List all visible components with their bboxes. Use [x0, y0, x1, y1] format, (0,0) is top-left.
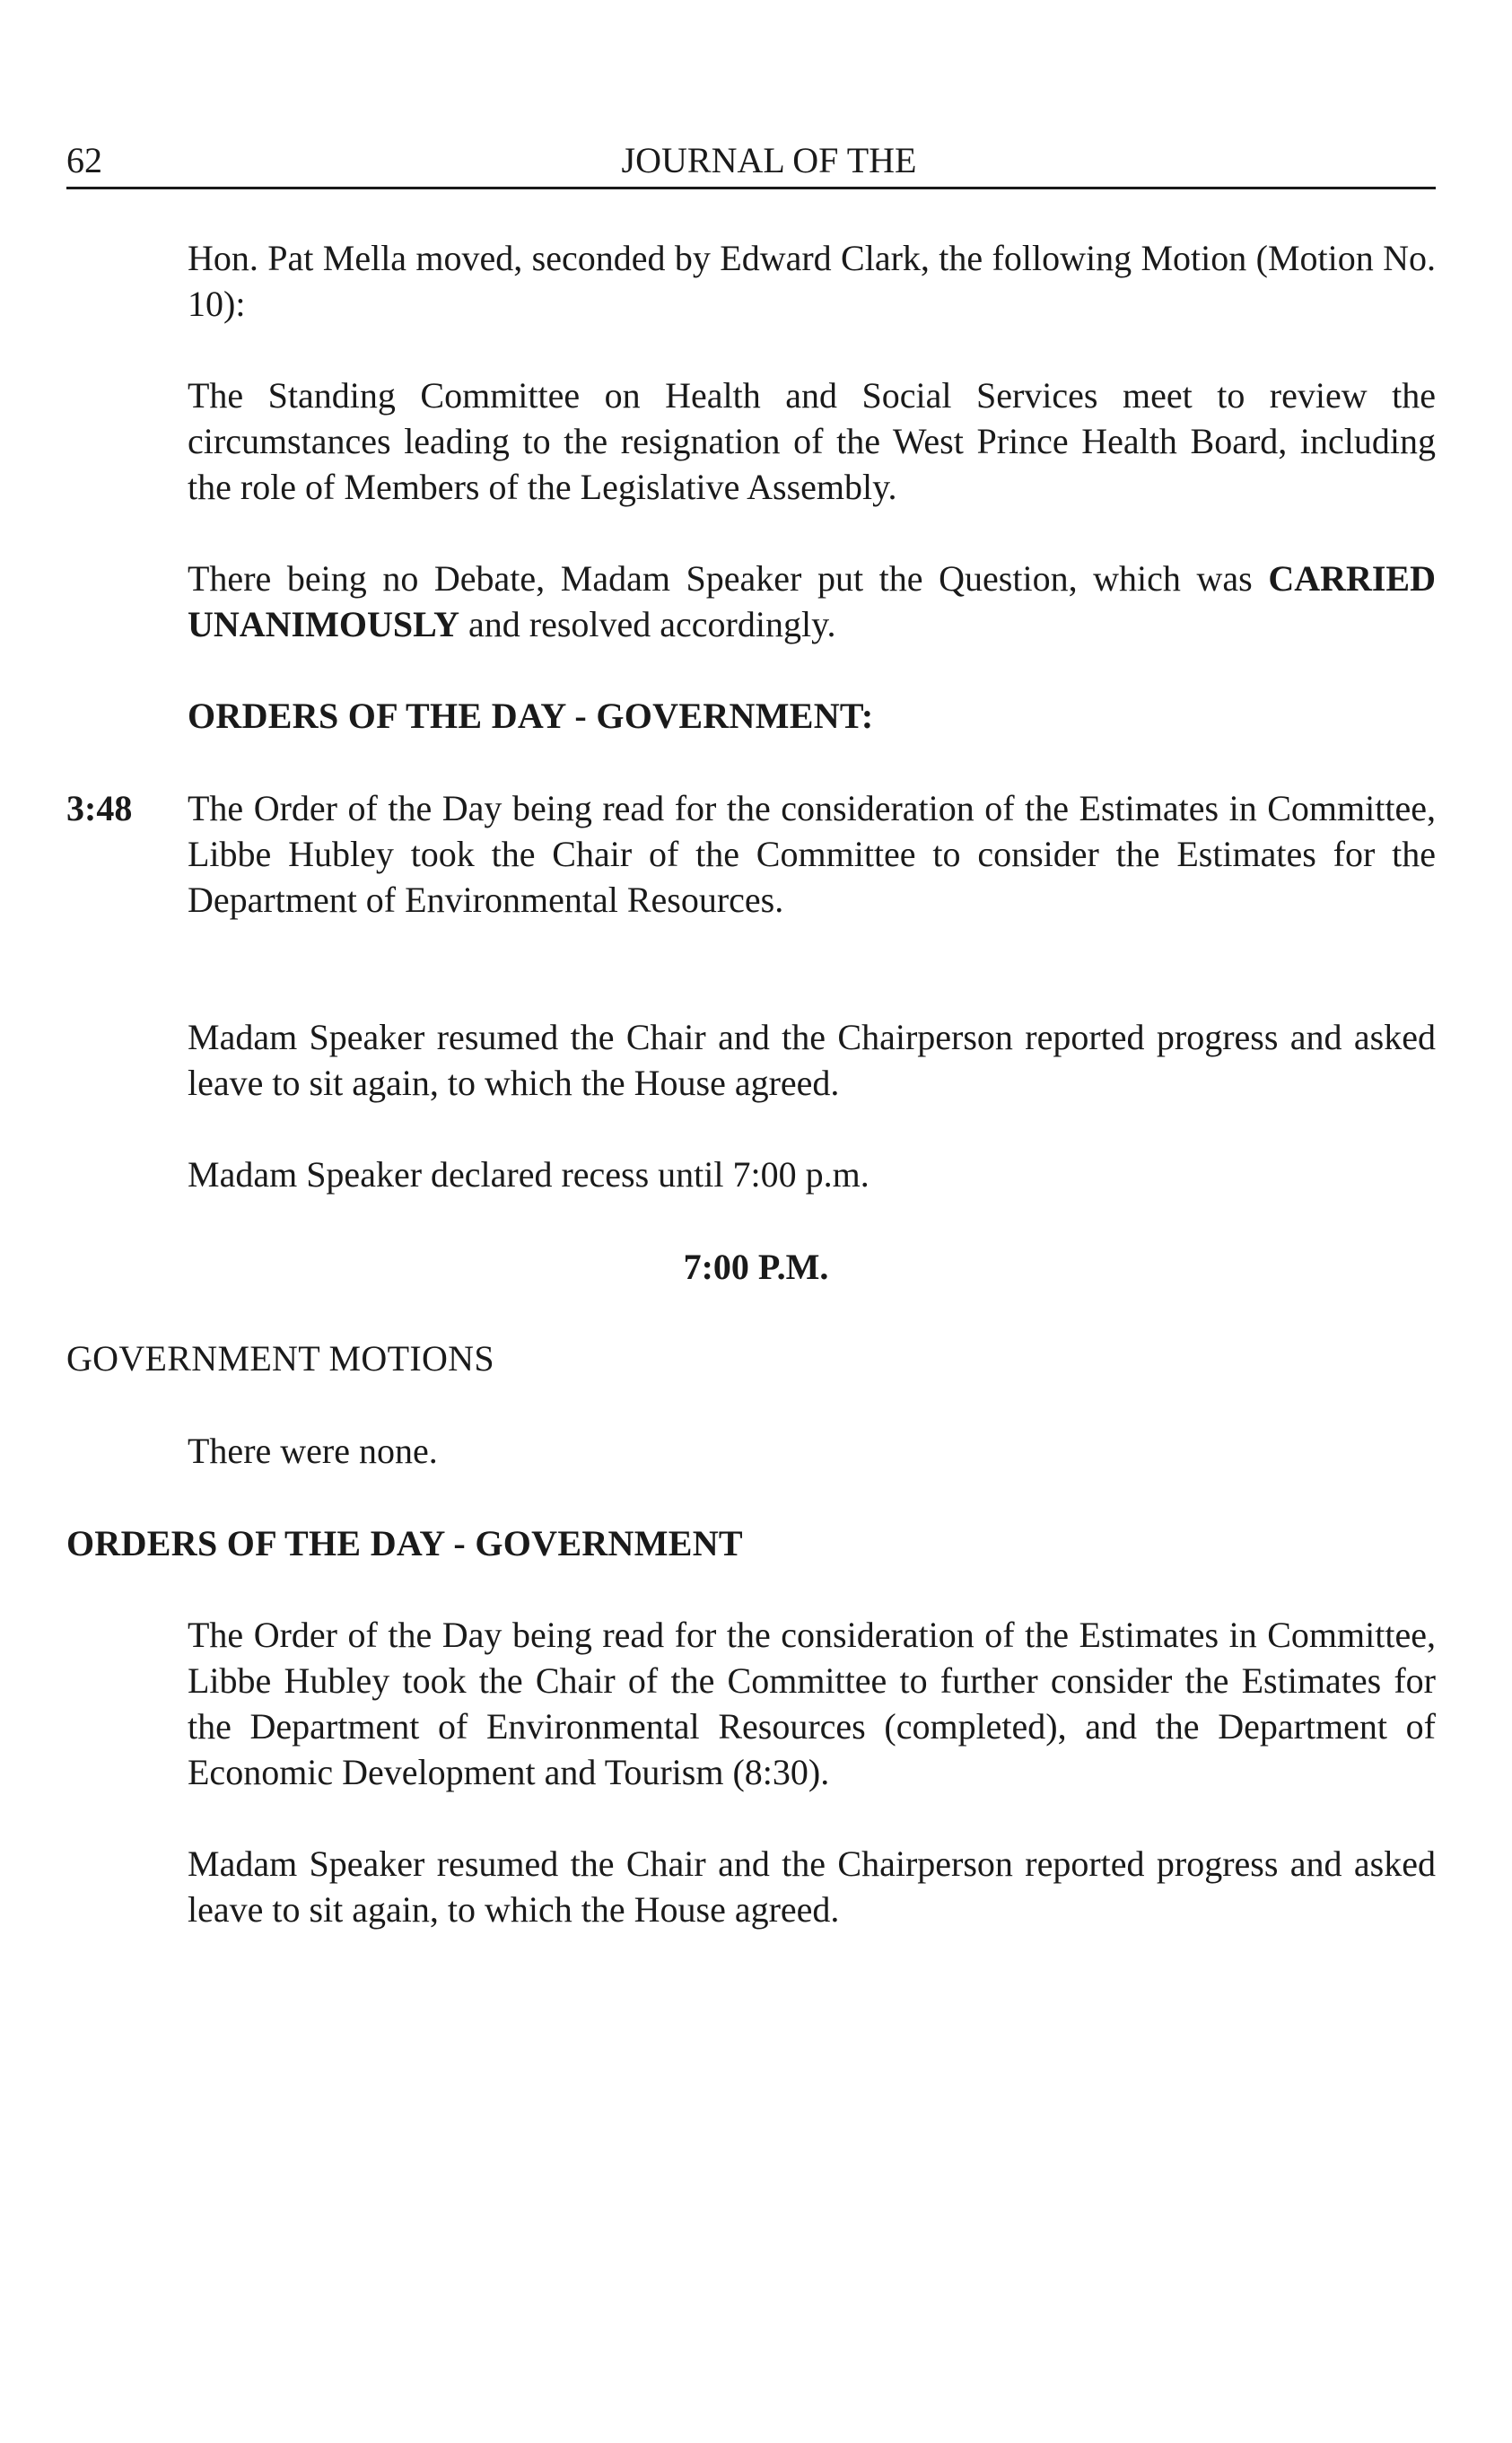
- orders-heading-1: ORDERS OF THE DAY - GOVERNMENT:: [188, 696, 874, 736]
- government-motions-text: There were none.: [188, 1431, 438, 1471]
- orders-text-1: The Order of the Day being read for the consideration of the Estimates in Committee, Libbe Hubley took the Chair of the Committee to consider the Estimates for the Department of Environmental Resources.: [188, 788, 1436, 920]
- recess-text: Madam Speaker declared recess until 7:00 p.m.: [188, 1154, 870, 1195]
- motion-result-emphasis: CARRIED UNANIMOUSLY: [188, 558, 1436, 644]
- running-title: JOURNAL OF THE: [621, 140, 917, 180]
- resumed-text-1: Madam Speaker resumed the Chair and the Chairperson reported progress and asked leave to sit again, to which the House agreed.: [188, 1017, 1436, 1103]
- motion-result-after: and resolved accordingly.: [459, 604, 836, 644]
- motion-intro: Hon. Pat Mella moved, seconded by Edward Clark, the following Motion (Motion No. 10):: [188, 238, 1436, 324]
- page-header: [66, 135, 1436, 189]
- motion-result-before: There being no Debate, Madam Speaker put the Question, which was: [188, 558, 1269, 599]
- motion-result: [188, 556, 1436, 647]
- orders-heading-2: ORDERS OF THE DAY - GOVERNMENT: [66, 1523, 743, 1563]
- motion-text: The Standing Committee on Health and Social Services meet to review the circumstances leading to the resignation of the West Prince Health Board, including the role of Members of the Legislative Assembly.: [188, 375, 1436, 507]
- page-number: 62: [66, 140, 102, 180]
- orders-text-2: The Order of the Day being read for the consideration of the Estimates in Committee, Libbe Hubley took the Chair of the Committee to further consider the Estimates for the Department of Environmental Resources (completed), and the Department of Economic Development and Tourism (8:30).: [188, 1615, 1436, 1792]
- government-motions-heading: GOVERNMENT MOTIONS: [66, 1338, 494, 1379]
- resumed-text-2: Madam Speaker resumed the Chair and the Chairperson reported progress and asked leave to sit again, to which the House agreed.: [188, 1843, 1436, 1930]
- time-stamp-1: 3:48: [66, 788, 133, 828]
- evening-time-heading: 7:00 P.M.: [683, 1247, 829, 1287]
